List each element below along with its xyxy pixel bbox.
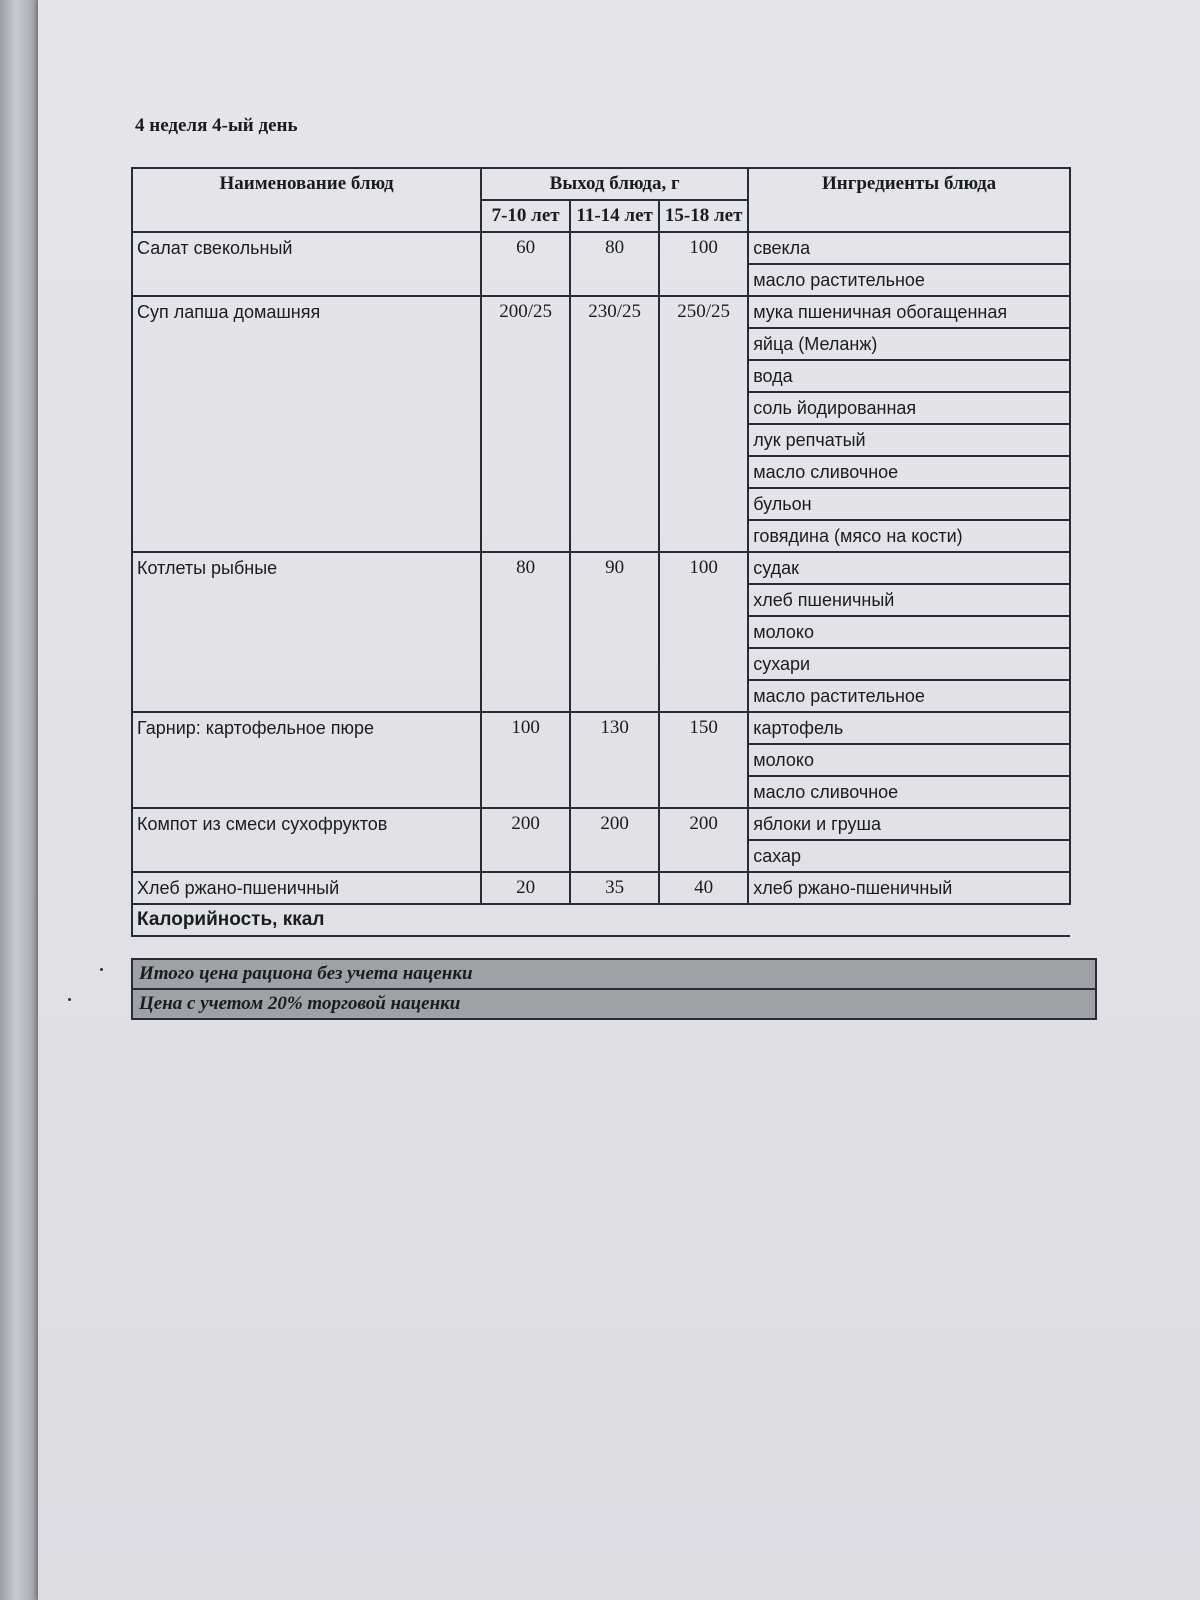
- dish-row: [132, 808, 1070, 840]
- dish-name: Гарнир: картофельное пюре: [132, 712, 481, 808]
- dish-row: [132, 552, 1070, 584]
- dish-yield: 100: [659, 232, 748, 296]
- header-dish-name: Наименование блюд: [132, 168, 481, 232]
- speck: [100, 968, 103, 971]
- binder-edge: [0, 0, 40, 1600]
- dish-yield: 100: [481, 712, 570, 808]
- dish-yield: 60: [481, 232, 570, 296]
- calories-row: [132, 904, 1070, 936]
- ingredient-cell: молоко: [748, 744, 1070, 776]
- dish-yield: 40: [659, 872, 748, 904]
- ingredient-cell: масло сливочное: [748, 776, 1070, 808]
- header-age-11-14: 11-14 лет: [570, 200, 659, 232]
- dish-name: Компот из смеси сухофруктов: [132, 808, 481, 872]
- ingredient-cell: бульон: [748, 488, 1070, 520]
- ingredient-cell: масло растительное: [748, 680, 1070, 712]
- ingredient-cell: хлеб пшеничный: [748, 584, 1070, 616]
- ingredient-cell: говядина (мясо на кости): [748, 520, 1070, 552]
- dish-yield: 200: [481, 808, 570, 872]
- dish-yield: 200/25: [481, 296, 570, 552]
- price-markup-row: Цена с учетом 20% торговой наценки: [133, 988, 1095, 1018]
- dish-yield: 80: [481, 552, 570, 712]
- ingredient-cell: картофель: [748, 712, 1070, 744]
- dish-name: Хлеб ржано-пшеничный: [132, 872, 481, 904]
- ingredient-cell: вода: [748, 360, 1070, 392]
- dish-yield: 80: [570, 232, 659, 296]
- dish-name: Котлеты рыбные: [132, 552, 481, 712]
- ingredient-cell: яблоки и груша: [748, 808, 1070, 840]
- dish-yield: 20: [481, 872, 570, 904]
- ingredient-cell: лук репчатый: [748, 424, 1070, 456]
- header-age-7-10: 7-10 лет: [481, 200, 570, 232]
- dish-yield: 35: [570, 872, 659, 904]
- ingredient-cell: яйца (Меланж): [748, 328, 1070, 360]
- ingredient-cell: сахар: [748, 840, 1070, 872]
- ingredient-cell: хлеб ржано-пшеничный: [748, 872, 1070, 904]
- ingredient-cell: мука пшеничная обогащенная: [748, 296, 1070, 328]
- dish-name: Салат свекольный: [132, 232, 481, 296]
- ingredient-cell: масло сливочное: [748, 456, 1070, 488]
- dish-yield: 100: [659, 552, 748, 712]
- price-total-row: Итого цена рациона без учета наценки: [133, 958, 1095, 988]
- menu-table: [131, 167, 1071, 937]
- dish-yield: 230/25: [570, 296, 659, 552]
- speck: [68, 998, 71, 1001]
- ingredient-cell: соль йодированная: [748, 392, 1070, 424]
- price-block: [131, 958, 1097, 1020]
- page-title: 4 неделя 4-ый день: [135, 115, 298, 136]
- ingredient-cell: свекла: [748, 232, 1070, 264]
- dish-row: [132, 712, 1070, 744]
- dish-yield: 130: [570, 712, 659, 808]
- dish-row: [132, 232, 1070, 264]
- calories-label: Калорийность, ккал: [132, 904, 1070, 936]
- dish-name: Суп лапша домашняя: [132, 296, 481, 552]
- dish-row: [132, 296, 1070, 328]
- dish-yield: 250/25: [659, 296, 748, 552]
- ingredient-cell: масло растительное: [748, 264, 1070, 296]
- dish-yield: 150: [659, 712, 748, 808]
- dish-yield: 200: [570, 808, 659, 872]
- dish-yield: 90: [570, 552, 659, 712]
- header-ingredients: Ингредиенты блюда: [748, 168, 1070, 232]
- header-row: [132, 168, 1070, 200]
- header-age-15-18: 15-18 лет: [659, 200, 748, 232]
- header-yield: Выход блюда, г: [481, 168, 748, 200]
- dish-row: [132, 872, 1070, 904]
- ingredient-cell: сухари: [748, 648, 1070, 680]
- ingredient-cell: судак: [748, 552, 1070, 584]
- menu-body: [132, 232, 1070, 936]
- ingredient-cell: молоко: [748, 616, 1070, 648]
- document-page: [38, 0, 1200, 1600]
- dish-yield: 200: [659, 808, 748, 872]
